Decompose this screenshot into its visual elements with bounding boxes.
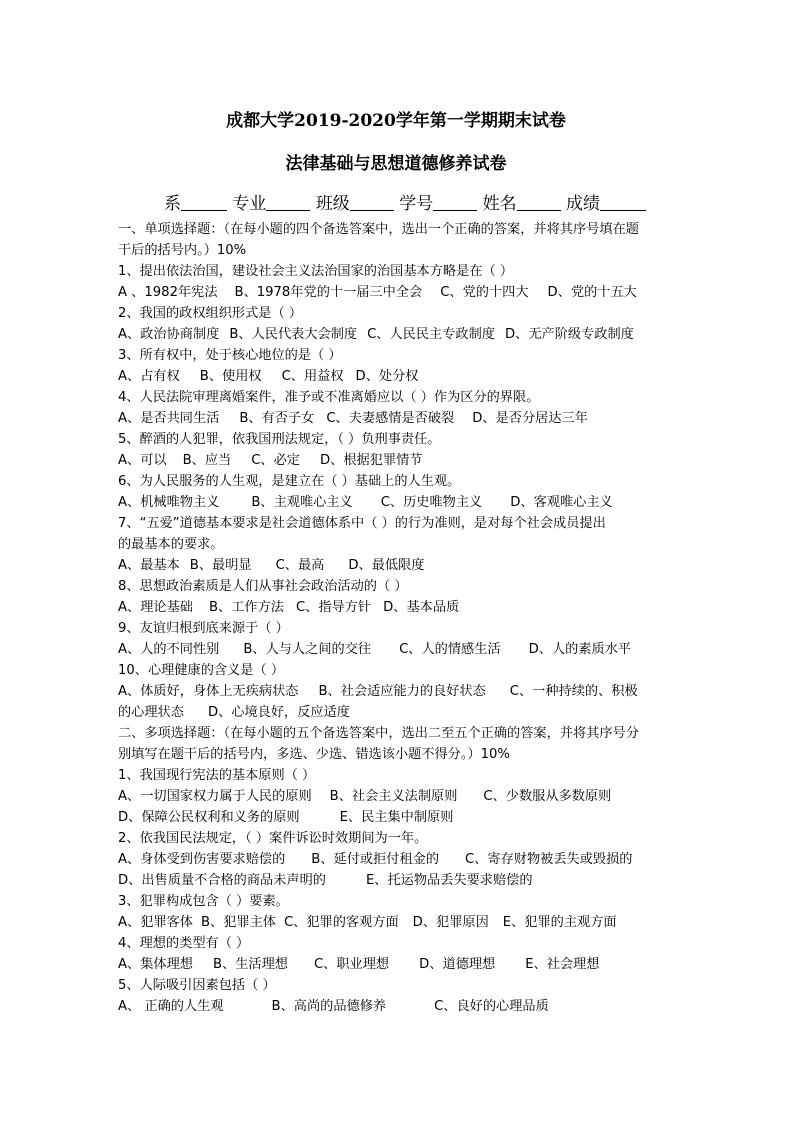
department-blank[interactable] [181, 194, 227, 211]
s2-question-5: 5、人际吸引因素包括（ ） [118, 978, 276, 993]
section2-heading: 二、多项选择题：（在每小题的五个备选答案中，选出二至五个正确的答案，并将其序号分 [118, 726, 639, 741]
option[interactable]: D、客观唯心主义 [510, 495, 613, 510]
option[interactable]: B、社会适应能力的良好状态 [318, 684, 486, 699]
name-blank[interactable] [517, 194, 561, 211]
option[interactable]: E、犯罪的主观方面 [502, 915, 617, 930]
option[interactable]: A、机械唯物主义 [118, 495, 220, 510]
option[interactable]: C、必定 [251, 453, 300, 468]
option[interactable]: E、托运物品丢失要求赔偿的 [365, 873, 533, 888]
option[interactable]: D、最低限度 [348, 558, 425, 573]
s2-question-3: 3、犯罪构成包含（ ）要素。 [118, 894, 289, 909]
s1-options-2 [118, 326, 634, 344]
s2-options-1-cont [118, 809, 453, 827]
s2-question-2: 2、依我国民法规定，（ ）案件诉讼时效期间为一年。 [118, 831, 428, 846]
option[interactable]: D、处分权 [355, 369, 419, 384]
option[interactable]: A、身体受到伤害要求赔偿的 [118, 852, 286, 867]
option[interactable]: A、政治协商制度 [118, 327, 220, 342]
option[interactable]: B、社会主义法制原则 [329, 789, 458, 804]
section1-heading-cont: 干后的括号内。）10% [118, 243, 247, 258]
option[interactable]: C、用益权 [281, 369, 344, 384]
s1-question-8: 8、思想政治素质是人们从事社会政治活动的（ ） [118, 579, 408, 594]
option[interactable]: B、最明显 [189, 558, 252, 573]
s1-question-7-cont: 的最基本的要求。 [118, 537, 224, 552]
info-label-department: 系 [164, 194, 181, 214]
option[interactable]: B、应当 [182, 453, 232, 468]
option[interactable]: C、良好的心理品质 [434, 999, 549, 1014]
option[interactable]: A、人的不同性别 [118, 642, 220, 657]
s1-options-10 [118, 683, 638, 701]
option[interactable]: C、一种持续的、积极 [509, 684, 638, 699]
s2-question-1: 1、我国现行宪法的基本原则（ ） [118, 768, 316, 783]
option[interactable]: A、是否共同生活 [118, 411, 220, 426]
option[interactable]: C、寄存财物被丢失或毁损的 [465, 852, 633, 867]
info-label-score: 成绩 [566, 194, 601, 214]
s1-options-9 [118, 641, 631, 659]
option[interactable]: C、少数服从多数原则 [483, 789, 612, 804]
s1-question-3: 3、所有权中，处于核心地位的是（ ） [118, 348, 342, 363]
option[interactable]: B、人民代表大会制度 [229, 327, 358, 342]
option[interactable]: D、道德理想 [419, 957, 496, 972]
major-blank[interactable] [266, 194, 310, 211]
s2-options-3 [118, 914, 617, 932]
s1-question-7: 7、“五爱”道德基本要求是社会道德体系中（ ）的行为准则，是对每个社会成员提出 [118, 516, 606, 531]
info-label-major: 专业 [232, 194, 267, 214]
class-blank[interactable] [350, 194, 394, 211]
score-blank[interactable] [600, 194, 646, 211]
option[interactable]: D、心境良好，反应适度 [207, 705, 350, 720]
option[interactable]: B、生活理想 [212, 957, 288, 972]
s1-question-6: 6、为人民服务的人生观，是建立在（ ）基础上的人生观。 [118, 474, 461, 489]
student-id-blank[interactable] [433, 194, 477, 211]
option[interactable]: A、占有权 [118, 369, 180, 384]
option[interactable]: D、党的十五大 [547, 285, 637, 300]
option[interactable]: D、保障公民权利和义务的原则 [118, 810, 300, 825]
section2-heading-cont: 别填写在题干后的括号内，多选、少选、错选该小题不得分。）10% [118, 747, 510, 762]
option[interactable]: C、夫妻感情是否破裂 [326, 411, 455, 426]
option[interactable]: C、党的十四大 [440, 285, 529, 300]
option[interactable]: A、集体理想 [118, 957, 193, 972]
info-label-student-id: 学号 [399, 194, 434, 214]
option[interactable]: D、犯罪原因 [412, 915, 489, 930]
s1-options-4 [118, 410, 588, 428]
s1-question-4: 4、人民法院审理离婚案件，准予或不准离婚应以（ ）作为区分的界限。 [118, 390, 540, 405]
s1-question-9: 9、友谊归根到底来源于（ ） [118, 621, 289, 636]
s1-options-7 [118, 557, 424, 575]
exam-subtitle: 法律基础与思想道德修养试卷 [285, 154, 507, 174]
s1-question-2: 2、我国的政权组织形式是（ ） [118, 306, 303, 321]
option[interactable]: D、出售质量不合格的商品未声明的 [118, 873, 326, 888]
option[interactable]: A、可以 [118, 453, 167, 468]
option[interactable]: C、犯罪的客观方面 [283, 915, 399, 930]
option[interactable]: C、指导方针 [295, 600, 372, 615]
option[interactable]: E、民主集中制原则 [339, 810, 454, 825]
option[interactable]: C、人的情感生活 [399, 642, 501, 657]
option[interactable]: D、根据犯罪情节 [319, 453, 423, 468]
option[interactable]: B、犯罪主体 [200, 915, 276, 930]
s1-options-6 [118, 494, 613, 512]
s2-options-2 [118, 851, 632, 869]
option[interactable]: D、人的素质水平 [528, 642, 632, 657]
section1-heading: 一、单项选择题：（在每小题的四个备选答案中，选出一个正确的答案，并将其序号填在题 [118, 222, 639, 237]
option[interactable]: C、人民民主专政制度 [367, 327, 495, 342]
option[interactable]: B、1978年党的十一届三中全会 [234, 285, 423, 300]
option[interactable]: D、基本品质 [383, 600, 460, 615]
option[interactable]: C、历史唯物主义 [380, 495, 483, 510]
s1-options-8 [118, 599, 459, 617]
s1-options-1 [118, 284, 637, 302]
option[interactable]: D、是否分居达三年 [472, 411, 588, 426]
option[interactable]: C、职业理想 [313, 957, 390, 972]
option[interactable]: B、有否子女 [239, 411, 315, 426]
option[interactable]: B、工作方法 [208, 600, 284, 615]
option[interactable]: D、无产阶级专政制度 [504, 327, 634, 342]
option[interactable]: A、 正确的人生观 [118, 999, 224, 1014]
option[interactable]: B、主观唯心主义 [251, 495, 353, 510]
s2-options-1 [118, 788, 611, 806]
s1-options-3 [118, 368, 418, 386]
s1-question-5: 5、醉酒的人犯罪，依我国刑法规定，（ ）负刑事责任。 [118, 432, 441, 447]
option[interactable]: B、高尚的品德修养 [271, 999, 387, 1014]
info-label-name: 姓名 [482, 194, 517, 214]
option[interactable]: A、理论基础 [118, 600, 193, 615]
s1-options-5 [118, 452, 422, 470]
student-info-line [164, 189, 646, 214]
s1-question-10: 10、心理健康的含义是（ ） [118, 663, 285, 678]
option[interactable]: A、体质好，身体上无疾病状态 [118, 684, 299, 699]
option[interactable]: B、使用权 [199, 369, 262, 384]
s2-question-4: 4、理想的类型有（ ） [118, 936, 250, 951]
exam-title: 成都大学2019-2020学年第一学期期末试卷 [226, 111, 566, 131]
option[interactable]: A、犯罪客体 [118, 915, 193, 930]
option[interactable]: B、延付或拒付租金的 [311, 852, 440, 867]
option[interactable]: A、最基本 [118, 558, 180, 573]
option[interactable]: C、最高 [275, 558, 325, 573]
s2-options-2-cont [118, 872, 533, 890]
option[interactable]: A 、1982年宪法 [118, 285, 218, 300]
option[interactable]: E、社会理想 [525, 957, 600, 972]
option[interactable]: B、人与人之间的交往 [243, 642, 372, 657]
s1-options-10-cont [118, 704, 350, 722]
option[interactable]: 的心理状态 [118, 705, 184, 720]
s2-options-4 [118, 956, 599, 974]
s1-question-1: 1、提出依法治国，建设社会主义法治国家的治国基本方略是在（ ） [118, 264, 514, 279]
info-label-class: 班级 [315, 194, 350, 214]
option[interactable]: A、一切国家权力属于人民的原则 [118, 789, 312, 804]
s2-options-5 [118, 998, 549, 1016]
